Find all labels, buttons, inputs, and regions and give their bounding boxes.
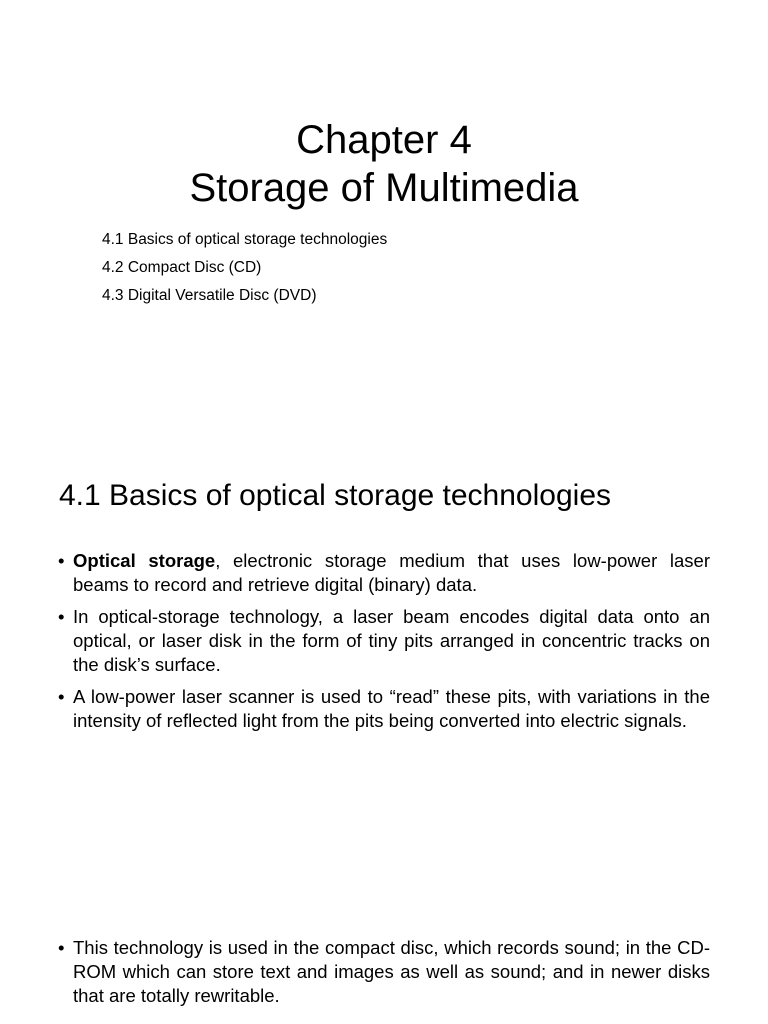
table-of-contents	[102, 228, 387, 312]
bullet-icon: •	[58, 606, 65, 627]
bullet-text: This technology is used in the compact disc, which records sound; in the CD-ROM which can store text and images as well as sound; and in newer disks that are totally rewritable.	[73, 937, 710, 1006]
bullet-item	[58, 605, 710, 677]
bullet-icon: •	[58, 550, 65, 571]
bullet-item	[58, 549, 710, 597]
bullet-icon: •	[58, 686, 65, 707]
bullet-text: In optical-storage technology, a laser beam encodes digital data onto an optical, or laser disk in the form of tiny pits arranged in concentric tracks on the disk’s surface.	[73, 606, 710, 675]
bullet-item	[58, 936, 710, 1008]
section-heading: 4.1 Basics of optical storage technologies	[59, 479, 611, 512]
bullet-list	[58, 936, 710, 1016]
toc-item: 4.2 Compact Disc (CD)	[102, 259, 262, 276]
bullet-list	[58, 549, 710, 741]
bullet-text: A low-power laser scanner is used to “read” these pits, with variations in the intensity of reflected light from the pits being converted into electric signals.	[73, 686, 710, 731]
bullet-icon: •	[58, 937, 65, 958]
toc-item: 4.3 Digital Versatile Disc (DVD)	[102, 287, 317, 304]
bullet-text: , electronic storage medium that uses low-power laser beams to record and retrieve digital (binary) data.	[73, 550, 710, 595]
bold-term: Optical storage	[73, 550, 216, 571]
toc-item: 4.1 Basics of optical storage technologies	[102, 231, 388, 248]
page-title	[0, 116, 768, 212]
title-line-1: Chapter 4	[296, 118, 472, 162]
bullet-item	[58, 685, 710, 733]
title-line-2: Storage of Multimedia	[189, 166, 579, 210]
